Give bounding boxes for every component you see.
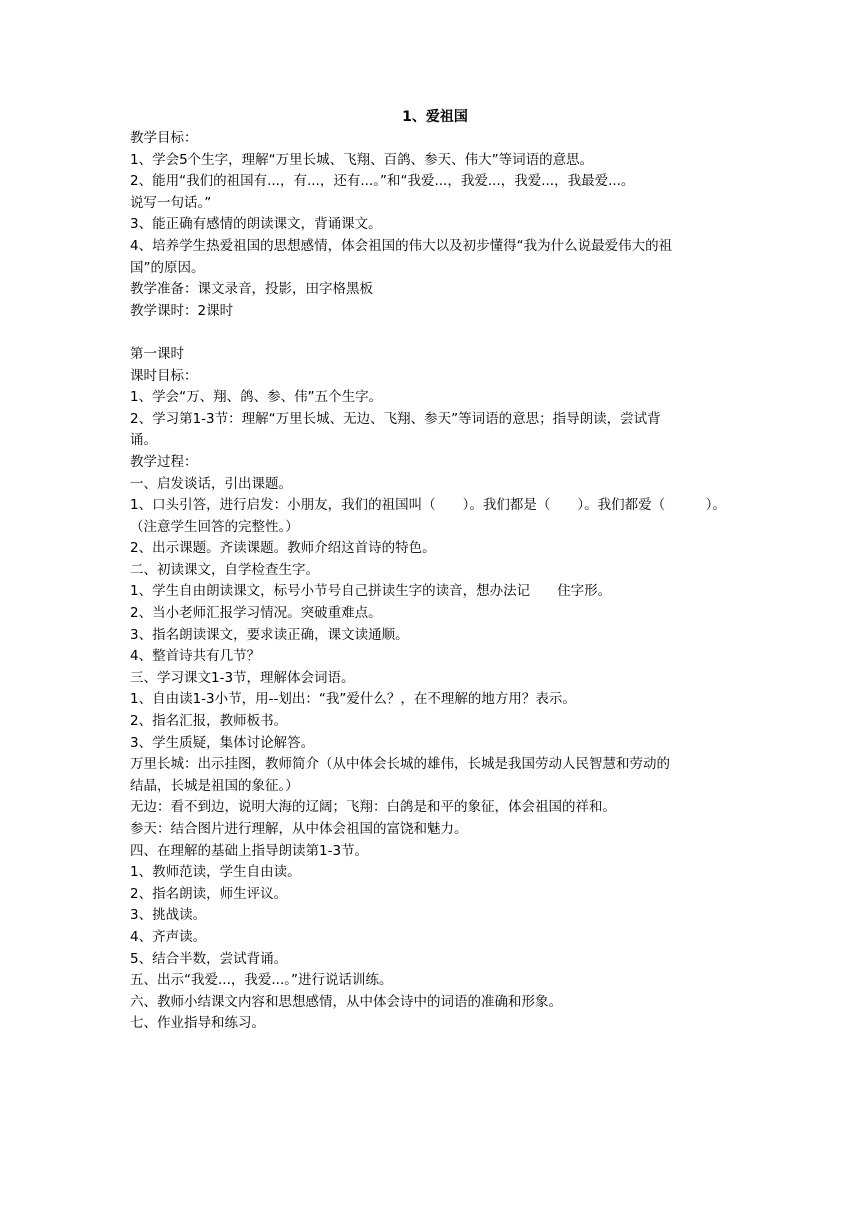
text-line: 1、学会“万、翔、鸽、参、伟”五个生字。 [130, 389, 383, 406]
text-line: （注意学生回答的完整性。） [130, 518, 299, 535]
text-line: 教学准备：课文录音，投影，田字格黑板 [130, 281, 373, 298]
text-line: 1、学会5个生字，理解“万里长城、飞翔、百鸽、参天、伟大”等词语的意思。 [130, 151, 594, 168]
section-heading: 第一课时 [130, 345, 184, 362]
text-line: 3、指名朗读课文，要求读正确，课文读通顺。 [130, 626, 409, 643]
text-line: 2、学习第1-3节：理解“万里长城、无边、飞翔、参天”等词语的意思；指导朗读，尝试背 [130, 410, 661, 427]
text-line: 2、当小老师汇报学习情况。突破重难点。 [130, 605, 382, 622]
text-line: 三、学习课文1-3节，理解体会词语。 [130, 669, 355, 686]
text-line: 1、口头引答，进行启发：小朋友，我们的祖国叫（ ）。我们都是（ ）。我们都爱（ ）。 [130, 497, 726, 514]
text-line: 万里长城：出示挂图，教师简介（从中体会长城的雄伟，长城是我国劳动人民智慧和劳动的 [130, 756, 670, 773]
text-line: 5、结合半数，尝试背诵。 [130, 950, 288, 967]
text-line: 1、自由读1-3小节，用--划出：“我”爱什么？，在不理解的地方用？表示。 [130, 691, 576, 708]
text-line: 2、出示课题。齐读课题。教师介绍这首诗的特色。 [130, 540, 436, 557]
text-line: 1、教师范读，学生自由读。 [130, 864, 301, 881]
text-line: 4、整首诗共有几节？ [130, 648, 261, 665]
text-line: 二、初读课文，自学检查生字。 [130, 561, 319, 578]
text-line: 五、出示“我爱...，我爱...。”进行说话训练。 [130, 972, 393, 989]
text-line: 教学目标： [130, 130, 198, 146]
text-line: 3、学生质疑，集体讨论解答。 [130, 734, 315, 751]
text-line: 一、启发谈话，引出课题。 [130, 475, 292, 492]
text-line: 4、齐声读。 [130, 928, 207, 945]
text-line: 课时目标： [130, 367, 198, 384]
document-page [130, 106, 740, 1035]
text-line: 四、在理解的基础上指导朗读第1-3节。 [130, 842, 369, 859]
text-line: 2、能用“我们的祖国有...，有...，还有...。”和“我爱...，我爱...，我爱...，我最爱...。 [130, 173, 635, 190]
text-line: 结晶，长城是祖国的象征。） [130, 777, 299, 794]
text-line: 诵。 [130, 432, 157, 449]
text-line: 参天：结合图片进行理解，从中体会祖国的富饶和魅力。 [130, 821, 468, 837]
text-line: 说写一句话。” [130, 194, 212, 211]
text-line: 教学课时：2课时 [130, 302, 234, 319]
text-line: 2、指名朗读，师生评议。 [130, 885, 288, 902]
text-line: 1、学生自由朗读课文，标号小节号自己拼读生字的读音，想办法记 住字形。 [130, 583, 612, 600]
blank-line [130, 322, 740, 344]
text-line: 教学过程： [130, 453, 198, 470]
document-title: 1、爱祖国 [402, 109, 468, 125]
text-line: 七、作业指导和练习。 [130, 1015, 265, 1032]
text-line: 六、教师小结课文内容和思想感情，从中体会诗中的词语的准确和形象。 [130, 993, 562, 1010]
text-line: 国”的原因。 [130, 259, 205, 276]
text-line: 4、培养学生热爱祖国的思想感情，体会祖国的伟大以及初步懂得“我为什么说最爱伟大的祖 [130, 237, 673, 254]
text-line: 无边：看不到边，说明大海的辽阔；飞翔：白鸽是和平的象征，体会祖国的祥和。 [130, 799, 616, 816]
text-line: 3、挑战读。 [130, 907, 207, 924]
text-line: 3、能正确有感情的朗读课文，背诵课文。 [130, 216, 382, 233]
text-line: 2、指名汇报，教师板书。 [130, 713, 288, 730]
